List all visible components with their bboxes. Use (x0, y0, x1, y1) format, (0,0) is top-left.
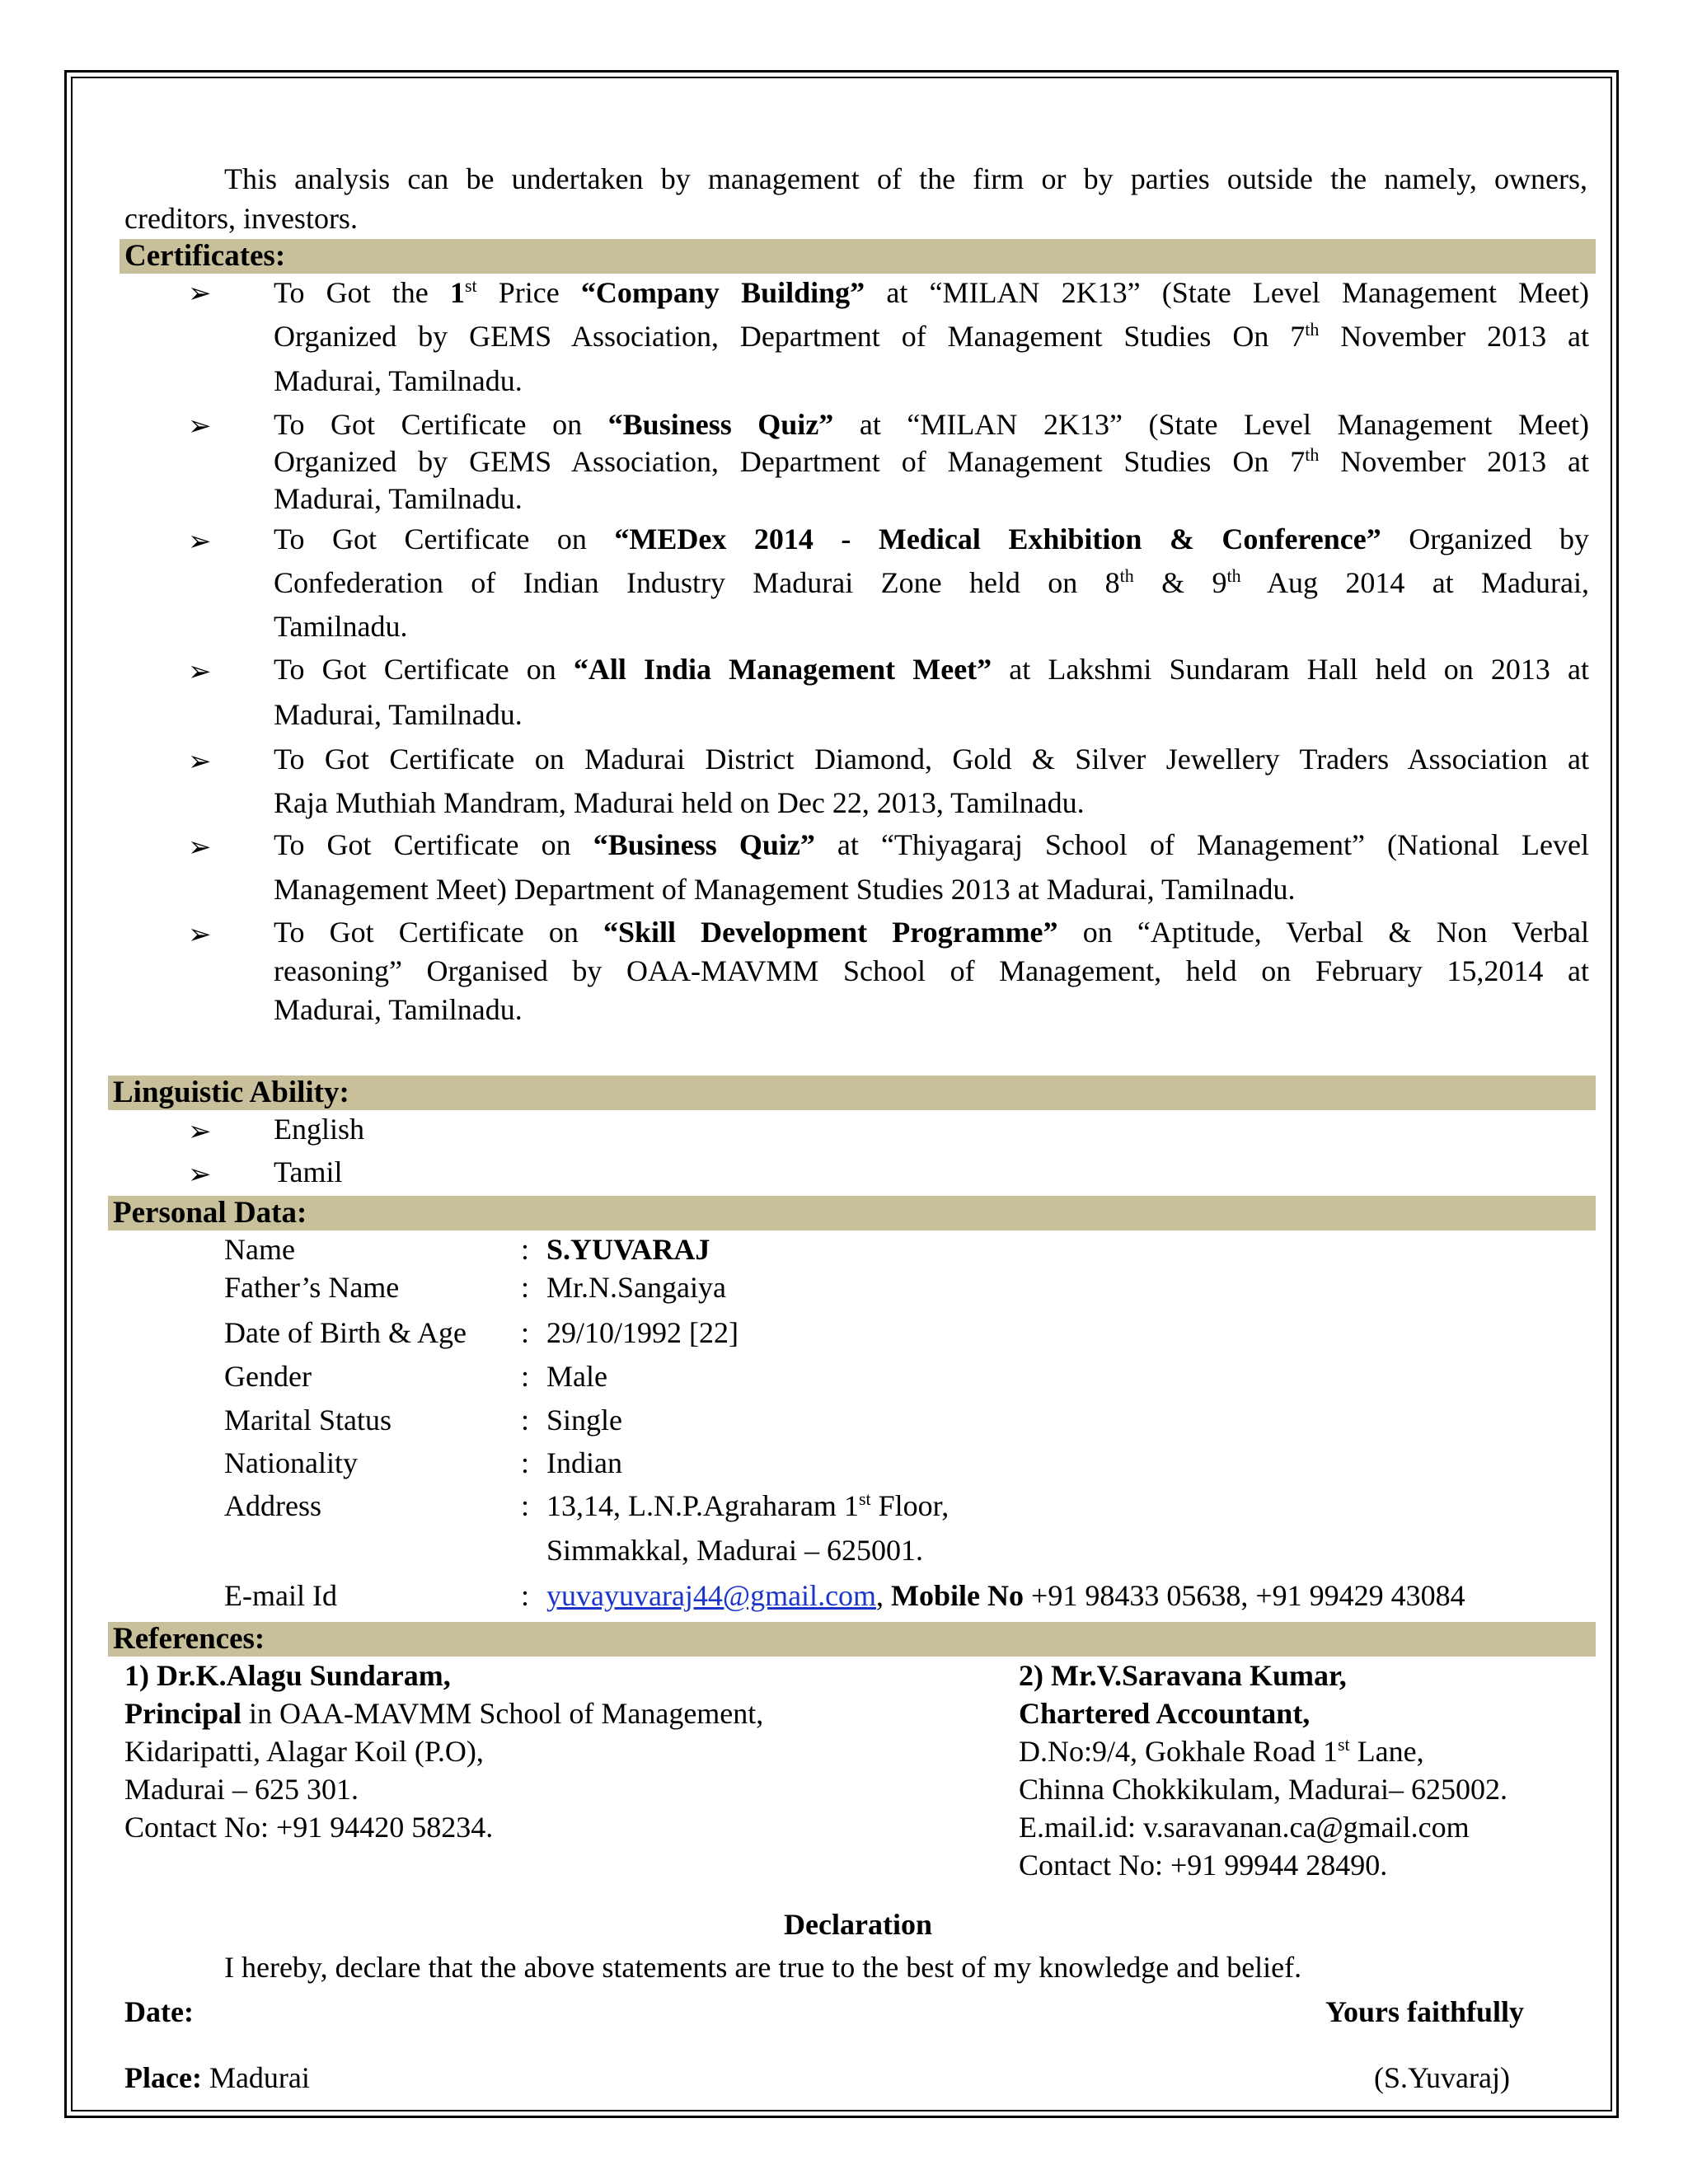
ref-1-address-2: Madurai – 625 301. (124, 1773, 359, 1806)
personal-label: Date of Birth & Age (224, 1316, 467, 1349)
personal-label: Marital Status (224, 1404, 392, 1436)
yours-faithfully: Yours faithfully (1325, 1995, 1525, 2028)
personal-value: Indian (546, 1446, 622, 1479)
cert-6-line-2: Management Meet) Department of Management Studies 2013 at Madurai, Tamilnadu. (274, 873, 1296, 906)
colon: : (521, 1316, 530, 1349)
email-link[interactable]: yuvayuvaraj44@gmail.com (546, 1579, 877, 1612)
cert-2-line-1: To Got Certificate on “Business Quiz” at “MILAN 2K13” (State Level Management Meet) (274, 408, 1589, 441)
personal-value-address-1: 13,14, L.N.P.Agraharam 1st Floor, (546, 1488, 950, 1522)
bullet-arrow-icon: ➢ (188, 527, 212, 557)
cert-3-line-3: Tamilnadu. (274, 610, 408, 643)
bullet-arrow-icon: ➢ (188, 411, 212, 442)
cert-4-line-1: To Got Certificate on “All India Management Meet” at Lakshmi Sundaram Hall held on 2013 at (274, 653, 1590, 686)
colon: : (521, 1404, 530, 1436)
declaration-text: I hereby, declare that the above statements are true to the best of my knowledge and belief. (224, 1951, 1302, 1984)
ref-2-role: Chartered Accountant, (1019, 1697, 1311, 1730)
bullet-arrow-icon: ➢ (188, 747, 212, 777)
linguistic-heading: Linguistic Ability: (108, 1076, 1596, 1110)
colon: : (521, 1446, 530, 1479)
ref-2-title: 2) Mr.V.Saravana Kumar, (1019, 1659, 1347, 1692)
references-heading: References: (108, 1622, 1596, 1657)
bullet-arrow-icon: ➢ (188, 920, 212, 950)
personal-value-address-2: Simmakkal, Madurai – 625001. (546, 1534, 923, 1567)
cert-7-line-1: To Got Certificate on “Skill Development Programme” on “Aptitude, Verbal & Non Verbal (274, 916, 1590, 949)
colon: : (521, 1579, 530, 1612)
personal-label: Gender (224, 1360, 312, 1393)
bullet-arrow-icon: ➢ (188, 832, 212, 863)
language-item: English (274, 1113, 365, 1146)
colon: : (521, 1360, 530, 1393)
personal-data-heading: Personal Data: (108, 1196, 1596, 1230)
personal-label: Name (224, 1233, 295, 1266)
personal-value: Mr.N.Sangaiya (546, 1271, 726, 1304)
cert-7-line-3: Madurai, Tamilnadu. (274, 993, 523, 1026)
ref-2-email: E.mail.id: v.saravanan.ca@gmail.com (1019, 1811, 1470, 1844)
ref-2-address-2: Chinna Chokkikulam, Madurai– 625002. (1019, 1773, 1507, 1806)
cert-1-line-1: To Got the 1st Price “Company Building” at “MILAN 2K13” (State Level Management Meet) (274, 275, 1589, 309)
colon: : (521, 1489, 530, 1522)
cert-5-line-1: To Got Certificate on Madurai District Diamond, Gold & Silver Jewellery Traders Association at (274, 743, 1589, 776)
place-line: Place: Madurai (124, 2061, 310, 2094)
cert-3-line-1: To Got Certificate on “MEDex 2014 - Medical Exhibition & Conference” Organized by (274, 523, 1590, 555)
language-item: Tamil (274, 1155, 343, 1188)
declaration-heading: Declaration (784, 1908, 932, 1941)
ref-1-role: Principal in OAA-MAVMM School of Management, (124, 1697, 764, 1730)
personal-value: Male (546, 1360, 607, 1393)
cert-4-line-2: Madurai, Tamilnadu. (274, 698, 523, 731)
cert-7-line-2: reasoning” Organised by OAA-MAVMM School of Management, held on February 15,2014 at (274, 954, 1589, 987)
intro-line-2: creditors, investors. (124, 202, 358, 235)
intro-line-1: This analysis can be undertaken by management of the firm or by parties outside the namely, owners, (224, 162, 1587, 195)
bullet-arrow-icon: ➢ (188, 657, 212, 687)
ref-2-contact: Contact No: +91 99944 28490. (1019, 1849, 1388, 1882)
colon: : (521, 1271, 530, 1304)
bullet-arrow-icon: ➢ (188, 279, 212, 309)
ref-2-address-1: D.No:9/4, Gokhale Road 1st Lane, (1019, 1734, 1424, 1768)
bullet-arrow-icon: ➢ (188, 1117, 212, 1147)
personal-label: Address (224, 1489, 321, 1522)
personal-value-contact: yuvayuvaraj44@gmail.com, Mobile No +91 98433 05638, +91 99429 43084 (546, 1579, 1465, 1612)
ref-1-title: 1) Dr.K.Alagu Sundaram, (124, 1659, 451, 1692)
cert-2-line-2: Organized by GEMS Association, Department of Management Studies On 7th November 2013 at (274, 444, 1589, 478)
cert-2-line-3: Madurai, Tamilnadu. (274, 482, 523, 515)
personal-value: Single (546, 1404, 623, 1436)
cert-1-line-2: Organized by GEMS Association, Department of Management Studies On 7th November 2013 at (274, 319, 1589, 353)
personal-label: E-mail Id (224, 1579, 337, 1612)
cert-1-line-3: Madurai, Tamilnadu. (274, 364, 523, 397)
personal-label: Father’s Name (224, 1271, 400, 1304)
personal-value: 29/10/1992 [22] (546, 1316, 738, 1349)
personal-value-name: S.YUVARAJ (546, 1233, 710, 1266)
signature-name: (S.Yuvaraj) (1374, 2061, 1510, 2094)
cert-6-line-1: To Got Certificate on “Business Quiz” at “Thiyagaraj School of Management” (National Level (274, 828, 1590, 861)
cert-5-line-2: Raja Muthiah Mandram, Madurai held on Dec 22, 2013, Tamilnadu. (274, 786, 1085, 819)
personal-label: Nationality (224, 1446, 358, 1479)
colon: : (521, 1233, 530, 1266)
ref-1-address-1: Kidaripatti, Alagar Koil (P.O), (124, 1735, 484, 1768)
certificates-heading: Certificates: (120, 239, 1596, 274)
cert-3-line-2: Confederation of Indian Industry Madurai Zone held on 8th & 9th Aug 2014 at Madurai, (274, 565, 1589, 599)
date-label: Date: (124, 1995, 194, 2028)
bullet-arrow-icon: ➢ (188, 1160, 212, 1190)
ref-1-contact: Contact No: +91 94420 58234. (124, 1811, 494, 1844)
